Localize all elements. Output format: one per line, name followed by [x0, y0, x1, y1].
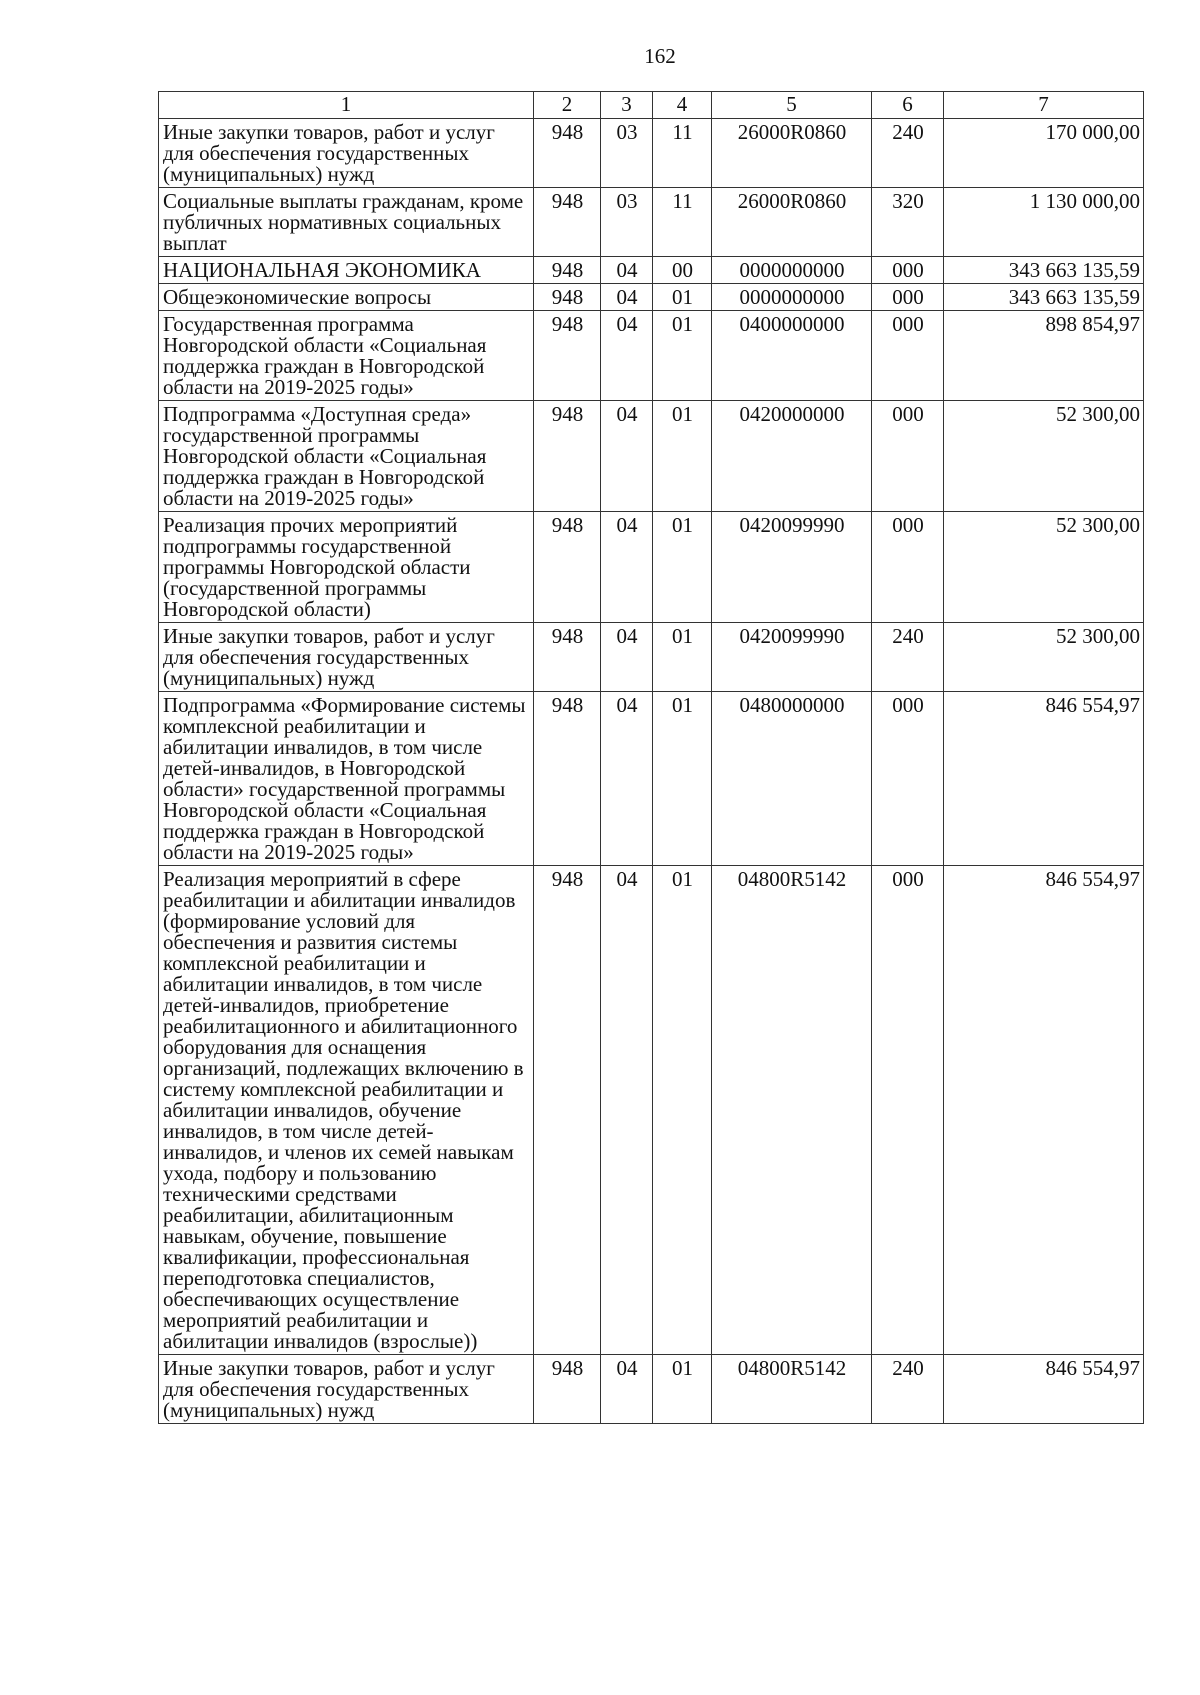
row-name: НАЦИОНАЛЬНАЯ ЭКОНОМИКА: [159, 257, 534, 284]
cell-target-article: 0000000000: [712, 257, 872, 284]
column-header: 7: [944, 92, 1144, 119]
cell-amount: 1 130 000,00: [944, 188, 1144, 257]
cell-amount: 52 300,00: [944, 401, 1144, 512]
table-row: [159, 257, 1144, 284]
cell-target-article: 04800R5142: [712, 866, 872, 1355]
cell-subsection: 01: [653, 866, 712, 1355]
cell-section: 04: [601, 311, 653, 401]
column-header: 1: [159, 92, 534, 119]
cell-code: 948: [534, 311, 601, 401]
cell-code: 948: [534, 512, 601, 623]
row-name: Реализация мероприятий в сфере реабилитации и абилитации инвалидов (формирование условий для обеспечения и развития системы комплексной реабилитации и абилитации инвалидов, в том числе детей-инвалидов, приобретение реабилитационного и абилитационного оборудования для оснащения организаций, подлежащих включению в систему комплексной реабилитации и абилитации инвалидов, обучение инвалидов, в том числе детей-инвалидов, и членов их семей навыкам ухода, подбору и пользованию техническими средствами реабилитации, абилитационным навыкам, обучение, повышение квалификации, профессиональная переподготовка специалистов, обеспечивающих осуществление мероприятий реабилитации и абилитации инвалидов (взрослые)): [159, 866, 534, 1355]
cell-expense-type: 240: [872, 623, 944, 692]
cell-target-article: 0420099990: [712, 512, 872, 623]
table-row: [159, 692, 1144, 866]
column-header: 5: [712, 92, 872, 119]
table-row: [159, 311, 1144, 401]
row-name: Подпрограмма «Доступная среда» государственной программы Новгородской области «Социальная поддержка граждан в Новгородской области на 2019-2025 годы»: [159, 401, 534, 512]
cell-expense-type: 000: [872, 401, 944, 512]
cell-target-article: 0400000000: [712, 311, 872, 401]
column-header: 6: [872, 92, 944, 119]
cell-amount: 846 554,97: [944, 1355, 1144, 1424]
cell-section: 04: [601, 1355, 653, 1424]
table-row: [159, 623, 1144, 692]
cell-expense-type: 240: [872, 119, 944, 188]
row-name: Общеэкономические вопросы: [159, 284, 534, 311]
cell-target-article: 0480000000: [712, 692, 872, 866]
cell-expense-type: 240: [872, 1355, 944, 1424]
cell-subsection: 01: [653, 692, 712, 866]
cell-amount: 170 000,00: [944, 119, 1144, 188]
cell-target-article: 0000000000: [712, 284, 872, 311]
header-row: [159, 92, 1144, 119]
cell-section: 03: [601, 119, 653, 188]
cell-section: 04: [601, 401, 653, 512]
cell-subsection: 01: [653, 401, 712, 512]
cell-expense-type: 000: [872, 311, 944, 401]
cell-expense-type: 000: [872, 692, 944, 866]
cell-expense-type: 320: [872, 188, 944, 257]
cell-amount: 343 663 135,59: [944, 284, 1144, 311]
table-row: [159, 401, 1144, 512]
column-header: 4: [653, 92, 712, 119]
cell-amount: 898 854,97: [944, 311, 1144, 401]
cell-section: 04: [601, 866, 653, 1355]
column-header: 3: [601, 92, 653, 119]
cell-expense-type: 000: [872, 257, 944, 284]
cell-subsection: 01: [653, 623, 712, 692]
cell-subsection: 01: [653, 512, 712, 623]
cell-section: 03: [601, 188, 653, 257]
row-name: Государственная программа Новгородской области «Социальная поддержка граждан в Новгородской области на 2019-2025 годы»: [159, 311, 534, 401]
cell-code: 948: [534, 284, 601, 311]
cell-expense-type: 000: [872, 866, 944, 1355]
row-name: Иные закупки товаров, работ и услуг для обеспечения государственных (муниципальных) нужд: [159, 1355, 534, 1424]
cell-section: 04: [601, 257, 653, 284]
cell-subsection: 11: [653, 188, 712, 257]
cell-code: 948: [534, 623, 601, 692]
row-name: Подпрограмма «Формирование системы комплексной реабилитации и абилитации инвалидов, в том числе детей-инвалидов, в Новгородской области» государственной программы Новгородской области «Социальная поддержка граждан в Новгородской области на 2019-2025 годы»: [159, 692, 534, 866]
cell-subsection: 01: [653, 1355, 712, 1424]
row-name: Социальные выплаты гражданам, кроме публичных нормативных социальных выплат: [159, 188, 534, 257]
row-name: Реализация прочих мероприятий подпрограммы государственной программы Новгородской области (государственной программы Новгородской области): [159, 512, 534, 623]
cell-section: 04: [601, 284, 653, 311]
budget-table: [158, 91, 1144, 1424]
cell-target-article: 26000R0860: [712, 119, 872, 188]
cell-code: 948: [534, 401, 601, 512]
table-row: [159, 188, 1144, 257]
cell-expense-type: 000: [872, 512, 944, 623]
cell-code: 948: [534, 692, 601, 866]
table-row: [159, 866, 1144, 1355]
table-row: [159, 284, 1144, 311]
table-row: [159, 512, 1144, 623]
cell-target-article: 26000R0860: [712, 188, 872, 257]
cell-subsection: 11: [653, 119, 712, 188]
cell-target-article: 04800R5142: [712, 1355, 872, 1424]
cell-code: 948: [534, 257, 601, 284]
cell-subsection: 00: [653, 257, 712, 284]
cell-amount: 846 554,97: [944, 866, 1144, 1355]
cell-code: 948: [534, 188, 601, 257]
row-name: Иные закупки товаров, работ и услуг для обеспечения государственных (муниципальных) нужд: [159, 119, 534, 188]
cell-section: 04: [601, 692, 653, 866]
cell-subsection: 01: [653, 284, 712, 311]
row-name: Иные закупки товаров, работ и услуг для обеспечения государственных (муниципальных) нужд: [159, 623, 534, 692]
page-number: 162: [644, 44, 676, 68]
table-row: [159, 119, 1144, 188]
cell-amount: 52 300,00: [944, 623, 1144, 692]
cell-code: 948: [534, 866, 601, 1355]
cell-subsection: 01: [653, 311, 712, 401]
cell-amount: 343 663 135,59: [944, 257, 1144, 284]
cell-amount: 52 300,00: [944, 512, 1144, 623]
table-row: [159, 1355, 1144, 1424]
cell-code: 948: [534, 119, 601, 188]
column-header: 2: [534, 92, 601, 119]
cell-target-article: 0420099990: [712, 623, 872, 692]
cell-target-article: 0420000000: [712, 401, 872, 512]
cell-section: 04: [601, 512, 653, 623]
cell-code: 948: [534, 1355, 601, 1424]
cell-amount: 846 554,97: [944, 692, 1144, 866]
cell-expense-type: 000: [872, 284, 944, 311]
cell-section: 04: [601, 623, 653, 692]
